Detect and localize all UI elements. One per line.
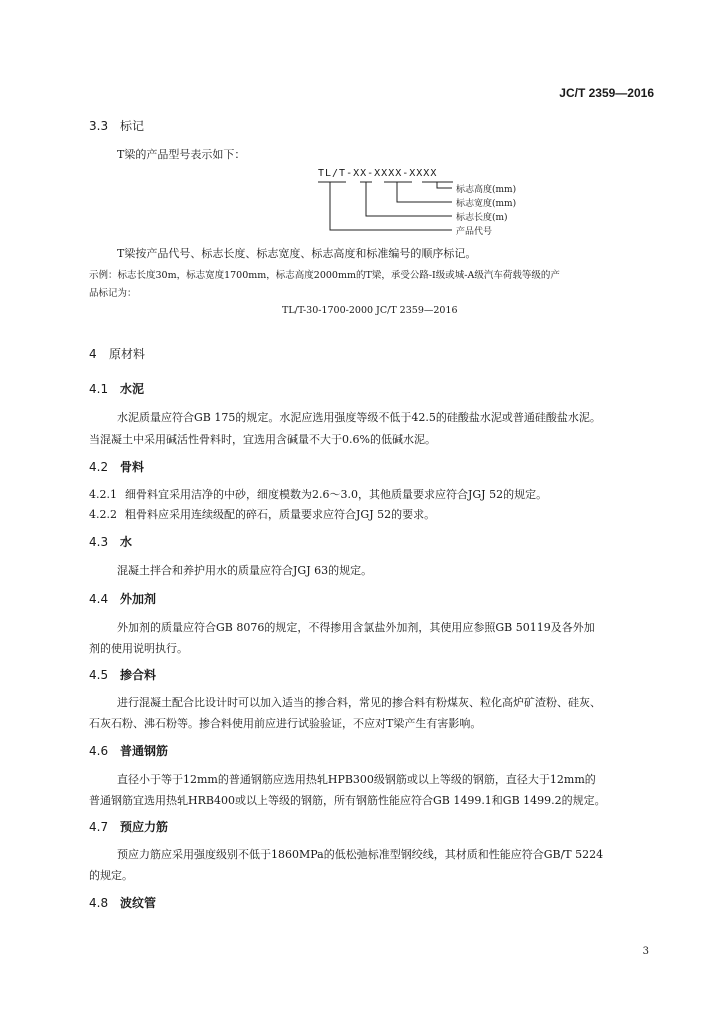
section-4-5-heading bbox=[89, 666, 156, 683]
s4-4-line-1: 外加剂的质量应符合GB 8076的规定，不得掺用含氯盐外加剂，其使用应参照GB 50119及各外加 bbox=[117, 621, 595, 634]
s4-1-line-1: 水泥质量应符合GB 175的规定。水泥应选用强度等级不低于42.5的硅酸盐水泥或普通硅酸盐水泥。 bbox=[117, 411, 601, 424]
section-number: 4.6 bbox=[89, 744, 109, 758]
section-4-8-heading bbox=[89, 894, 156, 911]
section-title: 原材料 bbox=[109, 347, 146, 361]
section-title: 骨料 bbox=[120, 460, 145, 474]
s4-7-line-2: 的规定。 bbox=[89, 869, 133, 882]
section-4-heading bbox=[89, 345, 145, 362]
s4-2-2-item bbox=[89, 506, 435, 522]
s4-3-line-1: 混凝土拌合和养护用水的质量应符合JGJ 63的规定。 bbox=[117, 564, 373, 577]
section-title: 波纹管 bbox=[120, 896, 157, 910]
s4-4-line-2: 剂的使用说明执行。 bbox=[89, 642, 188, 655]
s4-5-line-1: 进行混凝土配合比设计时可以加入适当的掺合料，常见的掺合料有粉煤灰、粒化高炉矿渣粉、硅灰、 bbox=[117, 696, 601, 709]
s4-5-line-2: 石灰石粉、沸石粉等。掺合料使用前应进行试验验证，不应对T梁产生有害影响。 bbox=[89, 717, 482, 730]
section-number: 4 bbox=[89, 347, 97, 361]
item-number: 4.2.2 bbox=[89, 508, 117, 521]
example-mark: TL/T-30-1700-2000 JC/T 2359—2016 bbox=[282, 305, 458, 316]
section-title: 预应力筋 bbox=[120, 820, 169, 834]
section-number: 4.2 bbox=[89, 460, 109, 474]
section-4-6-heading bbox=[89, 742, 168, 759]
s4-6-line-2: 普通钢筋宜选用热轧HRB400或以上等级的钢筋，所有钢筋性能应符合GB 1499.1和GB 1499.2的规定。 bbox=[89, 794, 606, 807]
section-4-4-heading bbox=[89, 590, 156, 607]
section-title: 普通钢筋 bbox=[120, 744, 169, 758]
item-text: 粗骨料应采用连续级配的碎石，质量要求应符合JGJ 52的要求。 bbox=[125, 508, 436, 521]
section-number: 4.4 bbox=[89, 592, 109, 606]
s4-2-1-item bbox=[89, 486, 547, 502]
example-line-1: 示例：标志长度30m，标志宽度1700mm，标志高度2000mm的T梁，承受公路-I级或城-A级汽车荷载等级的产 bbox=[89, 270, 560, 281]
model-code-pattern: TL/T-XX-XXXX-XXXX bbox=[318, 168, 438, 179]
section-number: 4.5 bbox=[89, 668, 109, 682]
s4-1-line-2: 当混凝土中采用碱活性骨料时，宜选用含碱量不大于0.6%的低碱水泥。 bbox=[89, 433, 436, 446]
s4-6-line-1: 直径小于等于12mm的普通钢筋应选用热轧HPB300级钢筋或以上等级的钢筋，直径大于12mm的 bbox=[117, 773, 596, 786]
section-4-1-heading bbox=[89, 380, 144, 397]
section-4-2-heading bbox=[89, 458, 144, 475]
section-title: 标记 bbox=[120, 119, 145, 133]
section-number: 3.3 bbox=[89, 119, 109, 133]
section-title: 水泥 bbox=[120, 382, 145, 396]
label-length: 标志长度(m) bbox=[456, 213, 508, 223]
section-number: 4.3 bbox=[89, 535, 109, 549]
label-product-code: 产品代号 bbox=[456, 227, 493, 237]
item-text: 细骨料宜采用洁净的中砂，细度模数为2.6～3.0，其他质量要求应符合JGJ 52的规定。 bbox=[125, 488, 548, 501]
section-number: 4.7 bbox=[89, 820, 109, 834]
s4-7-line-1: 预应力筋应采用强度级别不低于1860MPa的低松弛标准型钢绞线，其材质和性能应符合GB/T 5224 bbox=[117, 848, 604, 861]
marking-order-text: T梁按产品代号、标志长度、标志宽度、标志高度和标准编号的顺序标记。 bbox=[117, 247, 477, 260]
label-width: 标志宽度(mm) bbox=[456, 199, 517, 209]
section-number: 4.1 bbox=[89, 382, 109, 396]
section-title: 外加剂 bbox=[120, 592, 157, 606]
section-title: 掺合料 bbox=[120, 668, 157, 682]
section-4-3-heading bbox=[89, 533, 132, 550]
marking-intro: T梁的产品型号表示如下： bbox=[117, 148, 246, 161]
item-number: 4.2.1 bbox=[89, 488, 117, 501]
standard-code-header: JC/T 2359—2016 bbox=[559, 86, 654, 100]
page-number: 3 bbox=[642, 946, 649, 957]
section-title: 水 bbox=[120, 535, 133, 549]
section-number: 4.8 bbox=[89, 896, 109, 910]
section-4-7-heading bbox=[89, 818, 168, 835]
label-height: 标志高度(mm) bbox=[456, 185, 517, 195]
example-line-2: 品标记为： bbox=[89, 288, 137, 299]
